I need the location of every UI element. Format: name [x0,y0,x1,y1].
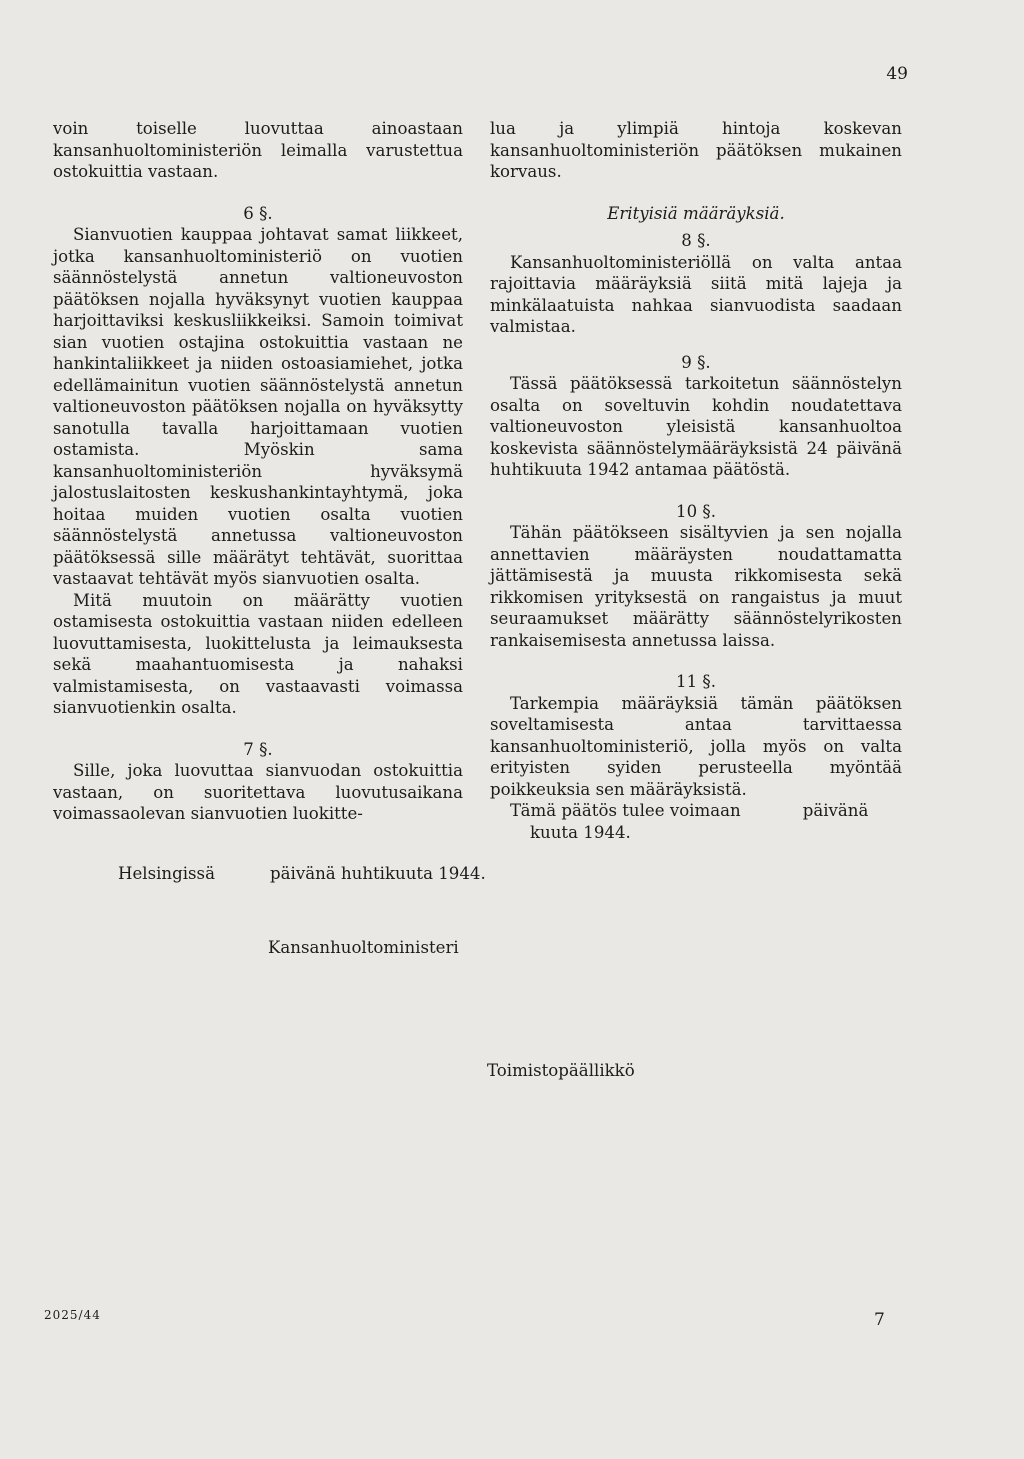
section-10-title: 10 §. [676,501,716,521]
section-6-title: 6 §. [243,203,273,223]
section-11-title: 11 §. [676,672,716,691]
official-title: Toimistopäällikkö [487,1061,635,1080]
page-number: 49 [886,64,908,84]
section-10-paragraph-1: Tähän päätökseen sisältyvien ja sen nojalla annettavien määräysten noudattamatta jättämisestä ja muusta rikkomisesta sekä rikkomisen yrityksestä on rangaistus ja muut seuraamukset määrätty säännöstelyrikosten rankaisemisesta annetussa laissa. [490,523,902,650]
section-6-paragraph-1: Sianvuotien kauppaa johtavat samat liikkeet, jotka kansanhuoltoministeriö on vuotien säännöstelystä annetun valtioneuvoston päätöksen nojalla hyväksynyt vuotien kauppaa harjoittaviksi keskusliikkeiksi. Samoin toimivat sian vuotien ostajina ostokuittia vastaan ne hankintaliikkeet ja niiden ostoasiamiehet, jotka edellämainitun vuotien säännöstelystä annetun valtioneuvoston päätöksen nojalla on hyväksytty sanotulla tavalla harjoittamaan vuotien ostamista. Myöskin sama kansanhuoltoministeriön hyväksymä jalostuslaitosten keskushankintayhtymä, joka hoitaa muiden vuotien osalta vuotien säännöstelystä annetussa valtioneuvoston päätöksessä sille määrätyt tehtävät, suorittaa vastaavat tehtävät myös sianvuotien osalta. [53,225,463,588]
date-text: päivänä huhtikuuta 1944. [270,864,486,883]
entry-into-force-month: kuuta 1944. [530,822,631,842]
date-place: Helsingissä [118,864,215,883]
section-9-title: 9 §. [681,352,711,372]
minister-title: Kansanhuoltoministeri [268,938,459,957]
sheet-number: 7 [874,1310,885,1330]
print-code: 2025/44 [44,1308,101,1322]
subheading: Erityisiä määräyksiä. [607,203,785,223]
section-6-paragraph-2: Mitä muutoin on määrätty vuotien ostamisesta ostokuittia vastaan niiden edelleen luovuttamisesta, luokittelusta ja leimauksesta sekä maahantuomisesta ja nahaksi valmistamisesta, on vastaavasti voimassa sianvuotienkin osalta. [53,590,463,717]
section-11-paragraph-2 [490,800,902,843]
section-8-paragraph-1: Kansanhuoltoministeriöllä on valta antaa rajoittavia määräyksiä siitä mitä lajeja ja minkälaatuista nahkaa sianvuodista saadaan valmistaa. [490,252,902,336]
entry-into-force-text: Tämä päätös tulee voimaan [510,801,741,820]
left-column [53,118,463,825]
intro-paragraph: voin toiselle luovuttaa ainoastaan kansanhuoltoministeriön leimalla varustettua ostokuittia vastaan. [53,119,463,181]
entry-into-force-day: päivänä [802,801,869,820]
section-7-title: 7 §. [243,739,273,759]
section-7-paragraph-1: Sille, joka luovuttaa sianvuodan ostokuittia vastaan, on suoritettava luovutusaikana voimassaolevan sianvuotien luokitte- [53,761,463,823]
section-9-paragraph-1: Tässä päätöksessä tarkoitetun säännöstelyn osalta on soveltuvin kohdin noudatettava valtioneuvoston yleisistä kansanhuoltoa koskevista säännöstelymääräyksistä 24 päivänä huhtikuuta 1942 antamaa päätöstä. [490,374,902,479]
section-11-paragraph-1: Tarkempia määräyksiä tämän päätöksen soveltamisesta antaa tarvittaessa kansanhuoltoministeriö, jolla myös on valta erityisten syiden perusteella myöntää poikkeuksia sen määräyksistä. [490,693,902,799]
continued-paragraph: lua ja ylimpiä hintoja koskevan kansanhuoltoministeriön päätöksen mukainen korvaus. [490,119,902,181]
right-column [490,118,902,843]
section-8-title: 8 §. [681,231,711,250]
